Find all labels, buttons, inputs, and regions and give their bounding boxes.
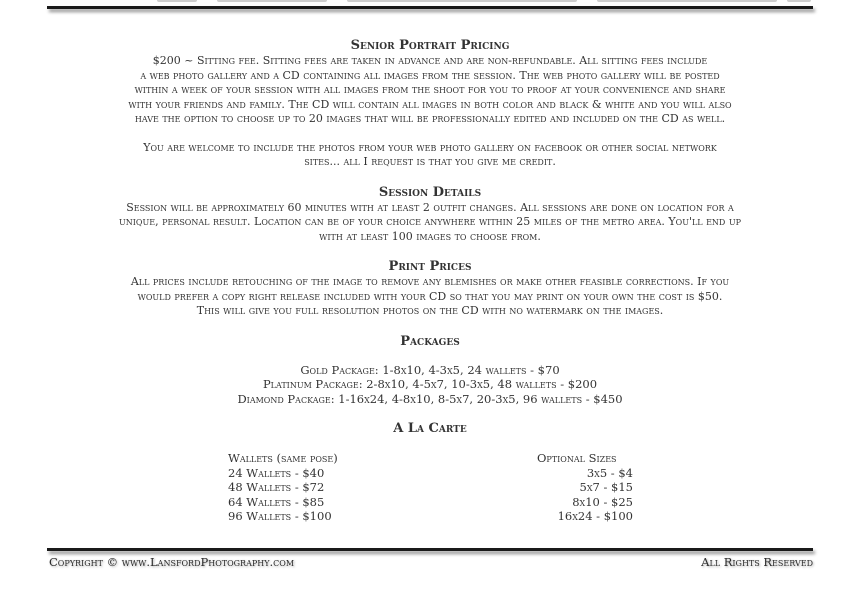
pricing-line: $200 ~ Sitting fee. Sitting fees are taken in advance and are non-refundable. All sitting fees include: [152, 54, 708, 67]
pricing-line: within a week of your session with all images from the shoot for you to proof at your convenience and share: [134, 83, 726, 96]
sizes-title: Optional Sizes: [537, 451, 617, 465]
spacer: [47, 170, 813, 185]
social-line: You are welcome to include the photos from your web photo gallery on facebook or other social network: [143, 140, 717, 154]
spacer: [47, 244, 813, 259]
print-line: would prefer a copy right release included with your CD so that you may print on your own the cost is $50.: [137, 289, 723, 303]
spacer: [47, 406, 813, 421]
session-heading: Session Details: [378, 184, 482, 200]
package-gold: Gold Package: 1-8x10, 4-3x5, 24 wallets - $70: [300, 362, 560, 377]
size-item: 5x7 - $15: [579, 480, 633, 494]
pricing-line: have the option to choose up to 20 images that will be professionally edited and included on the CD as well.: [134, 112, 726, 125]
alacarte-heading: A La Carte: [393, 421, 467, 436]
size-item: 3x5 - $4: [586, 465, 633, 480]
main-content: [47, 38, 813, 523]
rights-reserved: All Rights Reserved: [701, 555, 813, 569]
package-platinum: Platinum Package: 2-8x10, 4-5x7, 10-3x5, 48 wallets - $200: [262, 377, 598, 391]
wallets-item: 24 Wallets - $40: [228, 465, 325, 480]
packages-heading: Packages: [400, 333, 460, 349]
social-line: sites... all I request is that you give me credit.: [304, 155, 556, 168]
spacer: [47, 319, 813, 334]
session-line: unique, personal result. Location can be of your choice anywhere within 25 miles of the metro area. You'll end up: [119, 215, 741, 228]
alacarte-columns: [47, 451, 813, 523]
spacer: [47, 350, 813, 363]
spacer: [47, 127, 813, 141]
spacer: [47, 437, 813, 451]
wallets-item: 96 Wallets - $100: [228, 509, 332, 523]
top-divider: [47, 6, 813, 9]
session-line: with at least 100 images to choose from.: [319, 229, 541, 243]
pricing-line: with your friends and family. The CD will contain all images in both color and black & white and you will also: [128, 97, 732, 111]
wallets-title: Wallets (same pose): [228, 451, 338, 465]
size-item: 8x10 - $25: [572, 494, 633, 509]
bottom-divider: [47, 548, 813, 551]
wallets-item: 48 Wallets - $72: [228, 480, 325, 494]
session-line: Session will be approximately 60 minutes with at least 2 outfit changes. All sessions are done on location for a: [126, 200, 734, 214]
sizes-column: [537, 451, 633, 524]
print-line: This will give you full resolution photos on the CD with no watermark on the images.: [196, 304, 664, 317]
top-navigation-cutoff: [47, 0, 813, 4]
print-heading: Print Prices: [388, 259, 472, 274]
copyright-link[interactable]: Copyright © www.LansfordPhotography.com: [49, 555, 295, 569]
pricing-line: a web photo gallery and a CD containing all images from the session. The web photo gallery will be posted: [140, 68, 720, 82]
size-item: 16x24 - $100: [557, 509, 633, 523]
package-diamond: Diamond Package: 1-16x24, 4-8x10, 8-5x7, 20-3x5, 96 wallets - $450: [237, 391, 623, 406]
wallets-column: [228, 451, 338, 524]
print-line: All prices include retouching of the image to remove any blemishes or make other feasible corrections. If you: [130, 275, 730, 288]
wallets-item: 64 Wallets - $85: [228, 494, 325, 509]
pricing-heading: Senior Portrait Pricing: [350, 38, 510, 53]
